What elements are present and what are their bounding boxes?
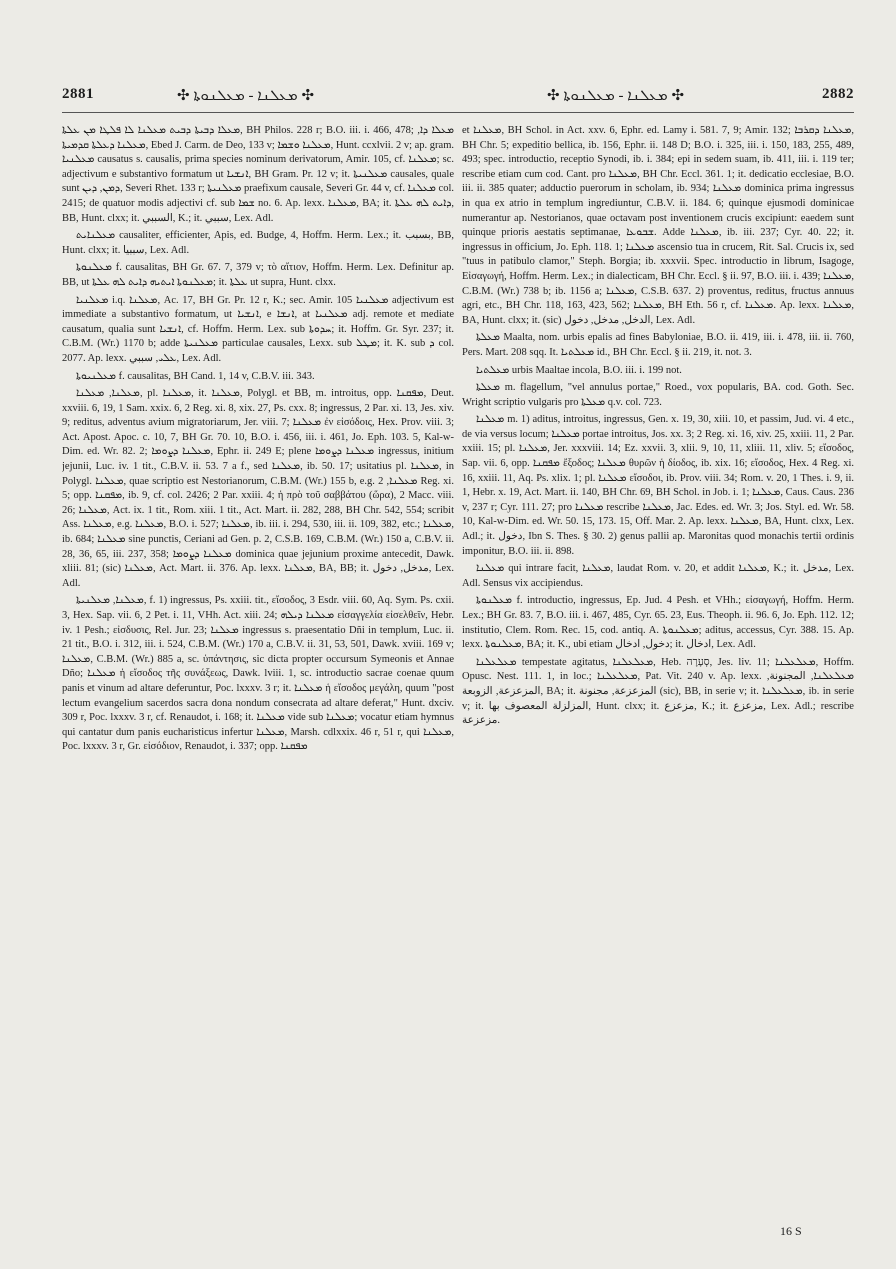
entry-paragraph: ܡܥܠܢܐ, ܡܥܠܢܐ, pl. ܡܥܠܢܐ, it. ܡܥܠܢܐ, Polygl. et BB, m. introitus, opp. ܡܦܩܢܐ, Deut. xxviii. 6, 19, 1 Sam. xxix. 6, 2 Reg. xi. 8, xix. 27, Ps. cxx. 8; ingressus, 2 Par. xi. 13, Jes. xiv. 9; reditus, adventus avium migratoriarum, Jer. viii. 7; ܡܥܠܢܐ ἐν εἰσόδοις, Hex. Prov. viii. 3; Act. Apost. Apoc. c. 10, 7, BH Gr. 70. 10, B.O. i. 456, iii. i. 461, Jo. Eph. 103. 5, Kal-w-Dim. ed. Wr. 82. 2; ܡܥܠܢܐ ܕܨܘܡܐ, Ephr. ii. 249 E; plene ܡܥܠܢܐ ܕܨܘܡܐ ingressus, initium jejunii, Luc. iv. 1 tit., C.B.V. ii. 53. 7 a f., sed ܡܥܠܢܐ, ib. 50. 17; usitatius pl. ܡܥܠܢܐ, in Polygl. ܡܥܠܢܐ, quae scriptio est Nestorianorum, C.B.M. (Wr.) 155 b, e.g. ܡܥܠܢܐ, 2 Reg. xi. 5; opp. ܡܦܩܢܐ, ib. 9, cf. col. 2426; 2 Par. xxiii. 4; ἡ πρὸ τοῦ σαββάτου (ὥρα), 2 Macc. viii. 26; ܡܥܠܢܐ, Act. ix. 1 tit., Rom. xiii. 1 tit., Act. Mart. ii. 282, 288, BH Chr. 542, 554; scribit Ass. ܡܥܠܢܐ, e.g. ܡܥܠܢܐ, B.O. i. 527; ܡܥܠܢܐ, ib. iii. i. 294, 530, iii. ii. 109, 382, etc.; ܡܥܠܢܐ, ib. 684; ܡܥܠܢܐ sine punctis, Ceriani ad Gen. p. 2, C.S.B. 169, C.B.M. (Wr.) 150 a, C.B.V. ii. 28, 36, 65, iii. 237, 358; ܡܥܠܢܐ ܕܨܘܡܐ dominica quae jejunium proxime antecedit, Dawk. xliii. 81; (sic) ܡܥܠܢܐ, Act. Mart. ii. 376. Ap. lexx. ܡܥܠܢܐ, BA, BB; it. مدخل, دخول, Lex. Adl. [62, 388, 454, 589]
entry-paragraph: ܡܥܠܐ ܕܒܝܬܐ ܕܒܝܬ ܡܥܠܢܐ ܠܐ ܦܠܛܐ ܡܢ ܥܠܬܐ, BH Philos. 228 r; B.O. iii. i. 466, 478; ܡܥܠܐ ܕܐ, ܡܥܠܢܐ ܕܥܠܬܐ ܩܕܡܝܬܐ, Ebed J. Carm. de Deo, 133 v; ܡܥܠܢܐ ܘܫܡܐ, Hunt. ccxlvii. 2 v; ap. gram. ܡܥܠܢܝܐ causatus s. causalis, prima species nominum derivatorum, Amir. 105, cf. ܡܥܠܢܐ; sc. adjectivum e substantivo formatum ut ܐܢܫܝܐ, BH Gram. Pr. 12 v; it. ܡܥܠܢܝܬܐ causales, quale sunt ܕܡܢ, ܕܝܢ, Severi Rhet. 133 r; ܡܥܠܢܝܬܐ praefixum causale, Severi Gr. 44 v, cf. ܡܥܠܢܐ col. 2415; de quatuor modis adjectivi cf. sub ܫܡܐ no. 6. Ap. lexx. ܡܥܠܢܐ, BA; it. ܕܐܝܬ ܠܗ ܥܠܬܐ, BB, Hunt. clxx; it. السببي, K.; it. سببي, Lex. Adl. [62, 125, 454, 224]
header-rule [62, 112, 854, 113]
entry-paragraph: ܡܥܠܢܐ, ܡܥܠܢܝܬܐ, f. 1) ingressus, Ps. xxiii. tit., εἴσοδος, 3 Esdr. viii. 60, Aq. Sym. Ps. cxii. 3, Hex. Sap. vii. 6, 2 Pet. i. 11, VHh. Act. xiii. 24; ܡܥܠܢܐ ܕܝܠܗ εἰσαγγελία εἰσελθεῖν, Hebr. iv. 1 Pesh.; εἰσδυσις, Rel. Jur. 23; ܡܥܠܢܐ ingressus s. praesentatio Dñi in templum, Luc. ii. 21 tit., B.O. i. 312, iii. i. 524, C.B.M. (Wr.) 170 a, C.B.V. ii. 31, 53, 501, Dawk. xviii. 169 v; ܡܥܠܢܐ, C.B.M. (Wr.) 885 a, sc. ὑπάντησις, sic dicta propter occursum Symeonis et Annae Dño; ܡܥܠܢܐ ἡ εἴσοδος τῆς συνάξεως, Dawk. lviii. 1, sc. introductio sacrae coenae quum panis et vinum ad altare deferuntur, Poc. lxxxv. 3 r; it. ܡܥܠܢܐ ἡ εἴσοδος μεγάλη, quum "post lectum evangelium sacerdos sacra dona nondum consecrata ad altare deferat," Hunt. dxciv. 309 r, Poc. lxxxv. 3 r, cf. Renaudot, i. 168; it. ܡܥܠܢܐ vide sub ܡܥܠܢܐ; vocatur etiam hymnus qui cantatur dum panis eucharisticus infertur ܡܥܠܢܐ, Marsh. cdlxxix. 46 r, 51 r, qui ܡܥܠܢܐ, Poc. lxxxv. 3 r, Gr. εἰσόδιον, Renaudot, i. 337; opp. ܡܦܩܢܐ [62, 595, 454, 753]
right-column [462, 124, 854, 1224]
signature-mark: 16 S [780, 1224, 802, 1238]
entry-paragraph: ܡܥܠܬܐ m. flagellum, "vel annulus portae," Roed., vox popularis, BA. cod. Goth. Sec. Wright scriptio vulgaris pro ܡܥܠܬܐ q.v. col. 723. [462, 382, 854, 408]
right-running-title: ✣ ܡܥܠܢܐ - ܡܥܠܢܘܬܐ ✣ [547, 88, 685, 104]
entry-paragraph: ܡܥܠܢܐ m. 1) aditus, introitus, ingressus, Gen. x. 19, 30, xiii. 10, et passim, Jud. vi. 4 etc., de via versus locum; ܡܥܠܢܐ portae introitus, Jos. xx. 3; 2 Reg. xi. 16, xiv. 25, xxiii. 11, 2 Par. xxiii. 15; pl. ܡܥܠܢܐ, Jer. xxxviii. 14; Ez. xxvii. 3, xlii. 9, 10, 11, xliii. 11, xliv. 5; εἴσοδος, Sap. vii. 6, opp. ܡܦܩܢܐ ἔξοδος; ܡܥܠܢܐ θυρῶν ἡ δίοδος, ib. xix. 16; εἴσοδος, Hex. 4 Reg. xi. 16, xxiii. 11, Aq. Ps. xlix. 1; pl. ܡܥܠܢܐ εἴσοδοι, ib. Prov. viii. 34; Rom. v. 20, 1 Thes. i. 9, ii. 1, Hebr. x. 19, Act. Mart. ii. 140, BH Chr. 69, BH Schol. in Job. i. 1; ܡܥܠܢܐ, Caus. Caus. 236 v, 237 r; Cyr. 111. 27; pro ܡܥܠܢܐ rescribe ܡܥܠܢܐ, Jac. Edes. ed. Wr. 3; Jos. Styl. ed. Wr. 58. 10, Kal-w-Dim. ed. Wr. 50. 15, 173. 15, Off. Mar. 2. Ap. lexx. ܡܥܠܢܐ, BA, Hunt. clxx, Lex. Adl.; it. دخول, Ibn S. Thes. § 30. 2) genus pallii ap. Maronitas quod monachis tertii ordinis imponitur, B.O. iii. ii. 898. [462, 414, 854, 557]
right-page-number: 2882 [822, 86, 854, 102]
entry-paragraph: ܡܥܠܢܝܘܬܐ f. causalitas, BH Cand. 1, 14 v, C.B.V. iii. 343. [76, 370, 315, 382]
entry-paragraph: ܡܥܠܬܝܐ urbis Maaltae incola, B.O. iii. i. 199 not. [476, 364, 682, 376]
running-header [62, 86, 854, 112]
entry-paragraph: ܡܥܠܢܘܬܐ f. causalitas, BH Gr. 67. 7, 379 v; τὸ αἴτιον, Hoffm. Herm. Lex. Definitur ap. BB, ut ܡܥܠܢܘܬܐ ܐܝܬܝܗ ܕܐܝܬ ܠܗ ܥܠܬܐ; it. ܥܠܬܐ ut supra, Hunt. clxx. [62, 262, 454, 288]
entry-paragraph: ܡܥܠܢܐܝܬ causaliter, efficienter, Apis, ed. Budge, 4, Hoffm. Herm. Lex.; it. بسبب, BB, Hunt. clxx; it. سببيا, Lex. Adl. [62, 230, 454, 256]
entry-paragraph: et ܡܥܠܢܐ, BH Schol. in Act. xxv. 6, Ephr. ed. Lamy i. 581. 7, 9; Amir. 132; ܡܥܠܢܐ ܕܩܪܒܐ, BH Chr. 5; expeditio bellica, ib. 156, Ephr. ii. 148 D; B.O. i. 325, iii. i. 150, 183, 255, 489, 493; spec. introductio, receptio Synodi, ib. i. 384; epi in sedem suam, ib. 411, iii. i. 119 ter; rescribe etiam cum cod. Cant. pro ܡܥܠܢܐ, BH Chr. Eccl. 361. 1; it. dedicatio ecclesiae, B.O. iii. ii. 385 quater; adductio puerorum in scholam, ib. 934; ܡܥܠܢܐ dominica prima ingressus in qua ex atrio in templum ingrediuntur, C.B.V. ii. 184. 6; quinque ejusmodi dominicae numerantur ap. Nestorianos, quae octavam post inventionem crucis excipiunt: eaedem sunt quinque prioris aestatis septimanae, ܫܒܘܥܐ. Adde ܡܥܠܢܐ, ib. iii. 237; Cyr. 40. 22; it. ingressus in officium, Jo. Eph. 118. 1; ܡܥܠܢܐ ascensio tua in crucem, Rit. Sal. Crucis ix, sed "tuus in patibulo clamor," Steph. Borgia; ib. xxxvii. Spec. introductio in librum, Isagoge, Εἰσαγωγή, Hoffm. Herm. Lex.; in dialecticam, BH Chr. Eccl. § ii. 97, B.O. iii. i. 439; ܡܥܠܢܐ, C.B.M. (Wr.) 738 b; ib. 1156 a; ܡܥܠܢܐ, C.S.B. 637. 2) proventus, reditus, fructus annuus agri, etc., BH Chr. 118, 163, 423, 562; ܡܥܠܢܐ, BH Eth. 56 r, cf. ܡܥܠܢܐ. Ap. lexx. ܡܥܠܢܐ, BA, Hunt. clxx; it. (sic) الدخل, مدخل, دخول, Lex. Adl. [462, 125, 854, 326]
entry-paragraph: ܡܥܠܢܘܬܐ f. introductio, ingressus, Ep. Jud. 4 Pesh. et VHh.; εἰσαγωγή, Hoffm. Herm. Lex.; BH Gr. 83. 7, B.O. iii. i. 467, 485, Cyr. 65. 23, Eus. Theoph. ii. 96. 6, Jo. Eph. 112. 12; institutio, Clem. Rom. Rec. 15, cod. antiq. A. ܡܥܠܢܘܬܐ; aditus, accessus, Cyr. 388. 15. Ap. lexx. ܡܥܠܢܘܬܐ, BA; it. K., ubi etiam دخول, ادخال; it. ادخال, Lex. Adl. [462, 595, 854, 651]
left-running-title: ✣ ܡܥܠܢܐ - ܡܥܠܢܘܬܐ ✣ [177, 88, 315, 104]
entry-paragraph: ܡܥܠܬܐ Maalta, nom. urbis epalis ad fines Babyloniae, B.O. ii. 419, iii. i. 478, iii. ii. 760, Pers. Mart. 208 sqq. It. ܡܥܠܬܝܐ id., BH Chr. Eccl. § ii. 219, it. not. 3. [462, 332, 854, 358]
entry-paragraph: ܡܥܠܢܝܐ i.q. ܡܥܠܢܐ, Ac. 17, BH Gr. Pr. 12 r, K.; sec. Amir. 105 ܡܥܠܢܝܐ adjectivum est immediate a substantivo formatum, ut ܐܢܫܝܐ, e ܐܢܫܐ, at ܡܥܠܢܝܐ adj. remote et mediate causatum, qualia sunt ܐܢܫܝܐ, cf. Hoffm. Herm. Lex. sub ܚܕܘܬܐ; it. Hoffm. Gr. Syr. 237; it. C.B.M. (Wr.) 1170 b; adde ܡܥܠܢܝܬܐ particulae causales, Lexx. sub ܡܛܠ; it. K. sub ܕ col. 2077. Ap. lexx. ܥܠܝ, سببي, Lex. Adl. [62, 294, 454, 364]
left-page-number: 2881 [62, 86, 94, 102]
entry-paragraph: ܡܥܠܢܐ qui intrare facit, ܡܥܠܢܐ, laudat Rom. v. 20, et addit ܡܥܠܢܐ, K.; it. مدخل, Lex. Adl. Sensus vix accipiendus. [462, 563, 854, 589]
left-column [62, 124, 454, 1224]
entry-paragraph: ܡܥܠܥܠܢܐ tempestate agitatus, ܡܥܠܥܠܢܐ, Heb. סְעָרָה, Jes. liv. 11; ܡܥܠܥܠܢܐ, Hoffm. Opusc. Nest. 111. 1, in loc.; ܡܥܠܥܠܢܐ, Pat. Vit. 240 v. Ap. lexx. ܡܥܠܥܠܢܐ, المجنونة, المزعزعة, الزوبعة, BA; it. المزعزعة, مجنونة (sic), BB, in serie v; it. ܡܥܠܥܠܢܐ, ib. in serie v; it. المزلزلة المعصوف بها, Hunt. clxx; it. مزعزع, K.; it. مزعزع, Lex. Adl.; rescribe مزعزعة. [462, 656, 854, 727]
